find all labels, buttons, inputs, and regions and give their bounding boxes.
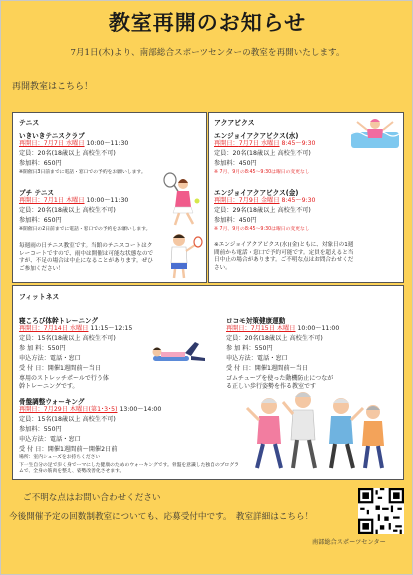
fitness-class3-apply: 申込方法：電話・窓口 [19, 436, 81, 443]
swimmer-illustration [349, 116, 401, 150]
stretch-pole-illustration [147, 334, 211, 366]
fitness-class3-period: 受 付 日：開催1週間前～開催2日前 [19, 446, 118, 453]
aqua-class2-reopen: 再開日：7月9日 金曜日 8:45～9:30 [214, 197, 316, 204]
tennis-class1-reopen: 再開日：7月7日 水曜日 10:00～11:30 [19, 140, 129, 147]
tennis-player-illustration [161, 171, 203, 227]
fitness-class1-fee: 参 加 料：550円 [19, 345, 66, 352]
tennis-notice: 毎週雨の日テニス教室です。当館のテニスコートはクレーコートですので、雨中は開催は可能な状態なのですが、不足の場合は中止になることがあります。ぜひご参加ください！ [19, 243, 154, 272]
fitness-class3-desc: 下一生自分の足で歩く身でーマにした健康のためのウォーキングです。骨盤を意識した独自のプログラムで、全身の筋肉を整え、姿勢改善化させます。 [19, 463, 239, 475]
tennis-class2-note: ※開催日の2日前までに電話・窓口での予約をお願いします。 [19, 227, 151, 232]
fitness-class2-fee: 参 加 料：550円 [226, 345, 273, 352]
fitness-class3-title: 骨盤調整ウォーキング [19, 398, 85, 406]
aqua-class1-note: ※ 7月、9月の8:45～9:30は曜日の変更なし [214, 170, 310, 175]
footer-organization: 南部総合スポーツセンター [312, 539, 386, 546]
walking-group-illustration [241, 386, 391, 476]
tennis-class1-title: いきいきテニスクラブ [19, 132, 85, 140]
aqua-section [208, 112, 404, 283]
fitness-section [12, 285, 404, 480]
aqua-class2-capacity: 定員：29名(18歳以上 高校生不可) [214, 207, 311, 214]
fitness-class3-location: 場所：室内シューズをお持ちください [19, 455, 101, 460]
reopen-label: 再開教室はこちら！ [12, 82, 94, 92]
fitness-class1-title: 寝ころび体幹トレーニング [19, 317, 98, 325]
fitness-class2-reopen: 再開日：7月15日 木曜日 10:00～11:00 [226, 325, 340, 332]
aqua-class1-title: エンジョイアクアビクス(水) [214, 132, 299, 140]
aqua-class1-fee: 参加料：450円 [214, 160, 257, 167]
fitness-class2-capacity: 定員：20名(18歳以上 高校生不可) [226, 335, 323, 342]
aqua-notice: ※エンジョイアクアビクス(水)(金)ともに、対象日の1週間前から電話・窓口で予約可能です。定員を超えると当日中止の場合があります。ご不明な点はお問合わせください。 [214, 242, 354, 271]
footer-plan: 今後開催予定の回数制教室についても、応募受付中です。 教室詳細はこちら！ [9, 512, 314, 522]
fitness-class3-capacity: 定員：15名(18歳以上 高校生不可) [19, 416, 116, 423]
fitness-class1-desc: 専用のストレッチポールで行う体幹トレーニングです。 [19, 375, 109, 391]
fitness-class3-reopen: 再開日：7月29日 木曜日(第1･3･5) 13:00～14:00 [19, 406, 162, 413]
tennis-section-title: テニス [19, 119, 40, 127]
aqua-class2-note: ※ 7月、9月の8:45～9:30は曜日の変更なし [214, 227, 310, 232]
page-title: 教室再開のお知らせ [108, 11, 307, 35]
fitness-section-title: フィットネス [19, 293, 60, 301]
tennis-class2-fee: 参加料：650円 [19, 217, 62, 224]
tennis-class1-note: ※開催日3日前までに電話・窓口での予約をお願いします。 [19, 170, 146, 175]
tennis-coach-illustration [163, 231, 203, 279]
fitness-class2-period: 受 付 日：開催1週間前～当日 [226, 365, 309, 372]
tennis-section [12, 112, 207, 283]
aqua-class1-capacity: 定員：20名(18歳以上 高校生不可) [214, 150, 311, 157]
fitness-class2-title: ロコモ対策健康運動 [226, 317, 286, 325]
fitness-class2-desc: ゴムチューブを使った動機防止につながる正しい歩行姿勢を作る教室です [226, 375, 334, 391]
fitness-class1-period: 受 付 日：開催1週間前～当日 [19, 365, 102, 372]
fitness-class1-apply: 申込方法：電話・窓口 [19, 355, 81, 362]
tennis-class2-reopen: 再開日：7月1日 木曜日 10:00～11:30 [19, 197, 129, 204]
aqua-class2-fee: 参加料：450円 [214, 217, 257, 224]
tennis-class2-capacity: 定員：20名(18歳以上 高校生不可) [19, 207, 116, 214]
tennis-class1-capacity: 定員：20名(18歳以上 高校生不可) [19, 150, 116, 157]
aqua-section-title: アクアビクス [214, 119, 255, 127]
footer-question: ご不明な点はお問い合わせください [23, 493, 161, 503]
fitness-class3-fee: 参加料：550円 [19, 426, 62, 433]
tennis-class1-fee: 参加料：650円 [19, 160, 62, 167]
fitness-class1-capacity: 定員：15名(18歳以上 高校生不可) [19, 335, 116, 342]
aqua-class1-reopen: 再開日：7月7日 水曜日 8:45～9:30 [214, 140, 316, 147]
fitness-class2-apply: 申込方法：電話・窓口 [226, 355, 288, 362]
qr-code[interactable] [358, 488, 404, 534]
fitness-class1-reopen: 再開日：7月14日 水曜日 11:15～12:15 [19, 325, 133, 332]
tennis-class2-title: プチ テニス [19, 189, 55, 197]
aqua-class2-title: エンジョイアクアビクス(金) [214, 189, 299, 197]
page-subtitle: 7月1日(木)より、南部総合スポーツセンターの教室を再開いたします。 [70, 48, 345, 58]
